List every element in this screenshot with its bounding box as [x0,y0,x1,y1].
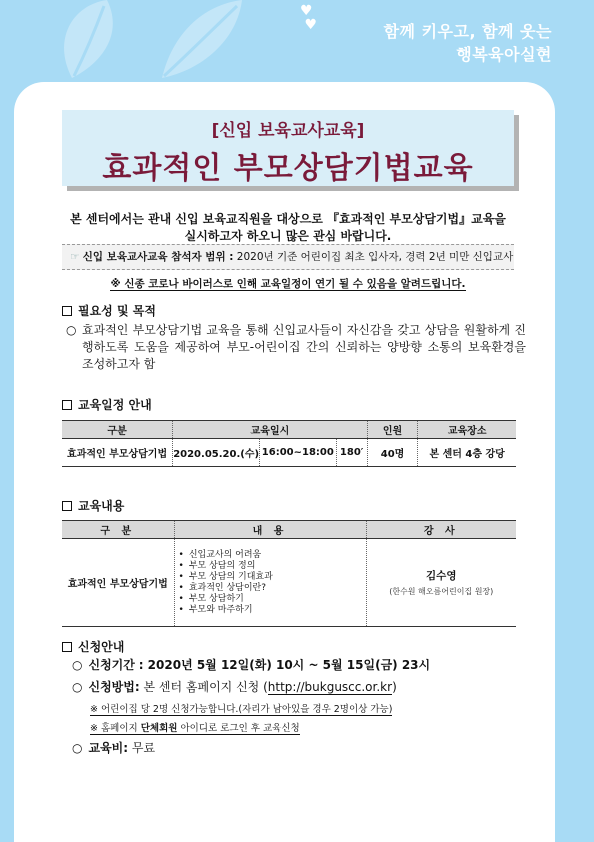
checkbox-square-icon [62,642,72,652]
instructor-name: 김수영 [426,570,457,582]
checkbox-square-icon [62,306,72,316]
participants-value: 2020년 기준 어린이집 최초 입사자, 경력 2년 미만 신입교사 [236,251,514,263]
apply-fee-value: 무료 [131,741,156,755]
schedule-heading-text: 교육일정 안내 [78,398,152,412]
content-items [174,539,366,627]
section-purpose-heading [62,302,156,319]
delay-notice [50,276,526,291]
instructor-cell [366,539,516,627]
table-row [62,539,516,627]
schedule-header-datetime: 교육일시 [173,421,368,439]
intro-text [50,211,526,245]
participants-label: 신입 보육교사교육 참석자 범위 : [82,251,234,263]
title-subtitle: [신입 보육교사교육] [211,121,365,141]
intro-line-2: 실시하고자 하오니 많은 관심 바랍니다. [184,229,392,243]
schedule-time: 16:00~18:00 [260,439,337,467]
slogan-line-1: 함께 키우고, 함께 웃는 [383,22,552,41]
leaf-decoration-icon [52,0,262,78]
schedule-duration: 180′ [336,439,367,467]
hearts-icon: ♥ ♥ [300,3,318,33]
apply-heading-text: 신청안내 [78,640,125,654]
instructor-affiliation: (한수원 해오름어린이집 원장) [389,587,494,596]
schedule-header-category: 구분 [62,421,173,439]
apply-note-2-pre: ※ 홈페이지 [90,723,138,734]
section-schedule-heading [62,396,152,413]
schedule-category: 효과적인 부모상담기법 [62,439,173,467]
apply-method-value: 본 센터 홈페이지 신청 [143,680,260,694]
checkbox-square-icon [62,400,72,410]
schedule-table [62,420,516,467]
content-heading-text: 교육내용 [78,499,125,513]
circle-bullet-icon: ○ [72,658,83,672]
section-apply-heading [62,638,124,655]
apply-period [72,656,430,673]
apply-note-2-post: 아이디로 로그인 후 교육신청 [180,723,300,734]
intro-line-1: 본 센터에서는 관내 신입 보육교직원을 대상으로 『효과적인 부모상담기법』교육을 [70,212,506,226]
list-item: • 부모 상담하기 [179,594,366,605]
apply-note-1 [90,701,392,715]
content-header-category: 구 분 [62,521,174,539]
list-item: • 부모 상담의 정의 [179,561,366,572]
schedule-header-row [62,421,516,439]
section-content-heading [62,497,124,514]
schedule-header-place: 교육장소 [418,421,516,439]
schedule-place: 본 센터 4층 강당 [418,439,516,467]
apply-period-label: 신청기간 [88,658,135,672]
circle-bullet-icon: ○ [72,741,83,755]
circle-bullet-icon: ○ [72,680,83,694]
table-row [62,439,516,467]
apply-fee [72,739,155,756]
apply-note-2-text [90,723,300,735]
apply-fee-label: 교육비: [88,741,129,755]
schedule-date: 2020.05.20.(수) [173,439,260,467]
apply-method-label: 신청방법: [88,680,140,694]
circle-bullet-icon: ○ [66,323,77,337]
list-item: • 신입교사의 어려움 [179,550,366,561]
apply-method: ○ 신청방법: 본 센터 홈페이지 신청 (http://bukguscc.or.kr) [72,680,397,694]
pointing-hand-icon: ☞ [70,251,80,263]
apply-note-2-bold: 단체회원 [140,723,178,734]
participants-box [62,244,514,270]
list-item: • 부모와 마주하기 [179,605,366,616]
schedule-people: 40명 [367,439,418,467]
purpose-paragraph [66,322,526,373]
homepage-link[interactable]: http://bukguscc.or.kr [267,680,393,694]
purpose-heading-text: 필요성 및 목적 [78,304,156,318]
content-category: 효과적인 부모상담기법 [62,539,174,627]
content-header-row [62,521,516,539]
slogan [384,20,552,66]
page-title: 효과적인 부모상담기법교육 [102,151,474,186]
content-table [62,520,516,627]
delay-notice-text: ※ 신종 코로나 바이러스로 인해 교육일정이 연기 될 수 있음을 알려드립니다. [110,278,466,290]
list-item: • 효과적인 상담이란? [179,583,366,594]
apply-note-2 [90,720,300,734]
schedule-header-people: 인원 [367,421,418,439]
purpose-text: 효과적인 부모상담기법 교육을 통해 신입교사들이 자신감을 갖고 상담을 원활하게 진행하도록 도움을 제공하여 부모-어린이집 간의 신뢰하는 양방향 소통의 보육환경을 조성하고자 함 [82,323,526,371]
list-item: • 부모 상담의 기대효과 [179,572,366,583]
checkbox-square-icon [62,501,72,511]
content-header-content: 내 용 [174,521,366,539]
title-box [62,110,514,186]
slogan-line-2: 행복육아실현 [456,45,552,64]
content-header-instructor: 강 사 [366,521,516,539]
apply-period-value: : 2020년 5월 12일(화) 10시 ~ 5월 15일(금) 23시 [138,658,431,672]
apply-note-1-text: ※ 어린이집 당 2명 신청가능합니다.(자리가 남아있을 경우 2명이상 가능) [90,704,393,715]
